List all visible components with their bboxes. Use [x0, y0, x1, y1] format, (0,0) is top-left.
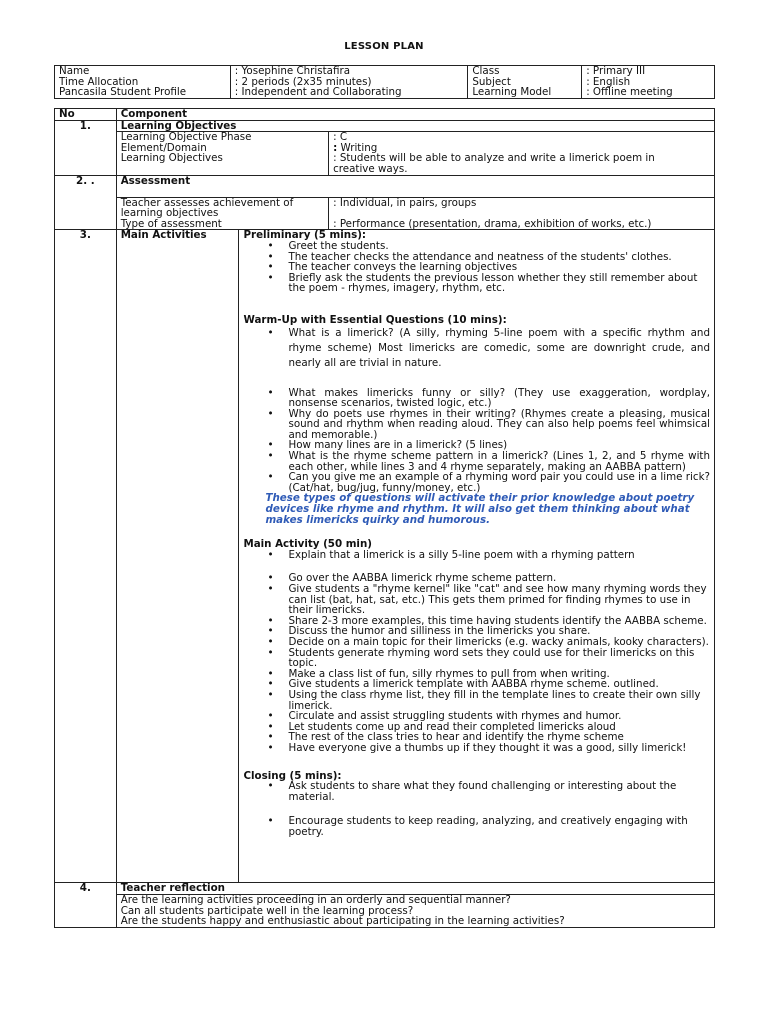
- warmup-title: Warm-Up with Essential Questions (10 mins):: [243, 313, 507, 326]
- objective-labels: [116, 132, 328, 175]
- list-item: • The teacher conveys the learning objectives: [288, 262, 710, 273]
- list-item: • Decide on a main topic for their limericks (e.g. wacky animals, kooky characters).: [288, 637, 710, 648]
- list-item: • Circulate and assist struggling students with rhymes and humor.: [288, 711, 710, 722]
- list-item: • Briefly ask the students the previous lesson whether they still remember about the poem - rhymes, imagery, rhythm, etc.: [288, 273, 710, 294]
- list-item: • Make a class list of fun, silly rhymes to pull from when writing.: [288, 669, 710, 680]
- teacher-reflection-heading: Teacher reflection: [116, 883, 714, 895]
- list-item: • Go over the AABBA limerick rhyme scheme pattern.: [288, 573, 710, 584]
- main-activity-title: Main Activity (50 min): [243, 538, 372, 551]
- learning-objectives-heading: Learning Objectives: [116, 120, 714, 132]
- list-item: • What is a limerick? (A silly, rhyming 5-line poem with a specific rhythm and rhyme scheme) Most limericks are comedic, some are downright crude, and nearly all are trivial in nature.: [288, 326, 710, 371]
- objectives-value: : Students will be able to analyze and write a limerick poem in creative ways.: [333, 152, 655, 175]
- list-item: • The teacher checks the attendance and neatness of the students' clothes.: [288, 252, 710, 263]
- phase-value: : C: [333, 131, 348, 144]
- objective-values: [329, 132, 715, 175]
- assessment-labels: [116, 197, 328, 230]
- list-item: • Why do poets use rhymes in their writing? (Rhymes create a pleasing, musical sound and rhythm when reading aloud. They can also help poems feel whimsical and memorable.): [288, 409, 710, 441]
- name-label: Name: [59, 65, 90, 77]
- list-item: • Let students come up and read their completed limericks aloud: [288, 722, 710, 733]
- achievement-label: Teacher assesses achievement of learning objectives: [120, 196, 294, 220]
- learning-model-value: : Offline meeting: [586, 86, 673, 99]
- table-row: [55, 230, 715, 883]
- table-row: [55, 197, 715, 230]
- list-item: • What is the rhyme scheme pattern in a limerick? (Lines 1, 2, and 5 rhyme with each other, while lines 3 and 4 rhyme separately, making an AABBA pattern): [288, 451, 710, 472]
- closing-list-first: [243, 781, 710, 802]
- list-item: • Have everyone give a thumbs up if they thought it was a good, silly limerick!: [288, 743, 710, 754]
- table-row: [55, 120, 715, 132]
- list-item: • How many lines are in a limerick? (5 lines): [288, 440, 710, 451]
- element-label: Element/Domain: [120, 141, 207, 154]
- row-number: 3.: [55, 230, 117, 883]
- achievement-value: : Individual, in pairs, groups: [333, 196, 477, 209]
- assessment-heading: Assessment: [116, 175, 714, 197]
- list-item: • Ask students to share what they found challenging or interesting about the material.: [288, 781, 710, 802]
- list-item: • Using the class rhyme list, they fill in the template lines to create their own silly limerick.: [288, 690, 710, 711]
- table-row: [55, 132, 715, 175]
- element-colon: :: [333, 141, 338, 154]
- student-profile-value: : Independent and Collaborating: [234, 86, 402, 99]
- assessment-type-label: Type of assessment: [120, 217, 222, 230]
- list-item: • Give students a limerick template with AABBA rhyme scheme. outlined.: [288, 679, 710, 690]
- list-item: • What makes limericks funny or silly? (They use exaggeration, wordplay, nonsense scenarios, twisted logic, etc.): [288, 388, 710, 409]
- list-item: • Explain that a limerick is a silly 5-line poem with a rhyming pattern: [288, 550, 710, 561]
- class-label: Class: [472, 65, 500, 77]
- subject-value: : English: [586, 75, 631, 88]
- reflection-question: Are the students happy and enthusiastic about participating in the learning activities?: [120, 915, 565, 928]
- table-row: [55, 883, 715, 895]
- main-activities-heading: Main Activities: [116, 230, 239, 883]
- preliminary-list: [243, 241, 710, 294]
- learning-model-label: Learning Model: [472, 86, 552, 99]
- header-values-right: [582, 66, 715, 99]
- table-header-row: [55, 109, 715, 121]
- closing-list-second: [243, 816, 710, 837]
- reflection-question: Are the learning activities proceeding in an orderly and sequential manner?: [120, 893, 511, 906]
- assessment-type-value: : Performance (presentation, drama, exhibition of works, etc.): [333, 217, 652, 230]
- row-number: 1.: [55, 120, 117, 175]
- main-activities-content: [239, 230, 715, 883]
- list-item: • Encourage students to keep reading, analyzing, and creatively engaging with poetry.: [288, 816, 710, 837]
- table-row: [55, 175, 715, 197]
- list-item: • Greet the students.: [288, 241, 710, 252]
- objectives-label: Learning Objectives: [120, 152, 223, 165]
- time-allocation-label: Time Allocation: [59, 75, 139, 88]
- header-values-left: [230, 66, 468, 99]
- list-item: • Discuss the humor and silliness in the limericks you share.: [288, 626, 710, 637]
- name-value: : Yosephine Christafira: [234, 65, 351, 77]
- subject-label: Subject: [472, 75, 511, 88]
- assessment-values: [329, 197, 715, 230]
- warmup-list-first: [243, 326, 710, 371]
- main-activity-list: [243, 573, 710, 753]
- table-row: [55, 894, 715, 927]
- page-title: LESSON PLAN: [344, 41, 424, 52]
- col-header-no: No: [55, 109, 117, 121]
- lesson-plan-table: [54, 108, 715, 928]
- element-text: Writing: [337, 141, 378, 154]
- class-value: : Primary III: [586, 65, 646, 77]
- list-item: • Can you give me an example of a rhyming word pair you could use in a lime rick? (Cat/hat, bug/jug, funny/money, etc.): [288, 472, 710, 493]
- list-item: • Give students a "rhyme kernel" like "cat" and see how many rhyming words they can list (bat, hat, sat, etc.) This gets them primed for finding rhymes to use in their limericks.: [288, 584, 710, 616]
- student-profile-label: Pancasila Student Profile: [59, 86, 187, 99]
- col-header-component: Component: [116, 109, 714, 121]
- header-labels-right: [468, 66, 582, 99]
- list-item: • Students generate rhyming word sets they could use for their limericks on this topic.: [288, 648, 710, 669]
- list-item: • The rest of the class tries to hear and identify the rhyme scheme: [288, 732, 710, 743]
- warmup-list: [243, 388, 710, 494]
- row-number: 4.: [55, 883, 117, 927]
- main-activity-list-first: [243, 550, 710, 561]
- preliminary-title: Preliminary (5 mins):: [243, 229, 367, 242]
- closing-title: Closing (5 mins):: [243, 769, 342, 782]
- row-number: 2. .: [55, 175, 117, 230]
- header-labels-left: [55, 66, 231, 99]
- header-info-table: [54, 65, 715, 99]
- reflection-question: Can all students participate well in the learning process?: [120, 904, 414, 917]
- time-allocation-value: : 2 periods (2x35 minutes): [234, 75, 372, 88]
- reflection-questions: [116, 894, 714, 927]
- phase-label: Learning Objective Phase: [120, 131, 252, 144]
- list-item: • Share 2-3 more examples, this time having students identify the AABBA scheme.: [288, 616, 710, 627]
- warmup-note: These types of questions will activate their prior knowledge about poetry devices like rhyme and rhythm. It will also get them thinking about what makes limericks quirky and humorous.: [265, 492, 695, 526]
